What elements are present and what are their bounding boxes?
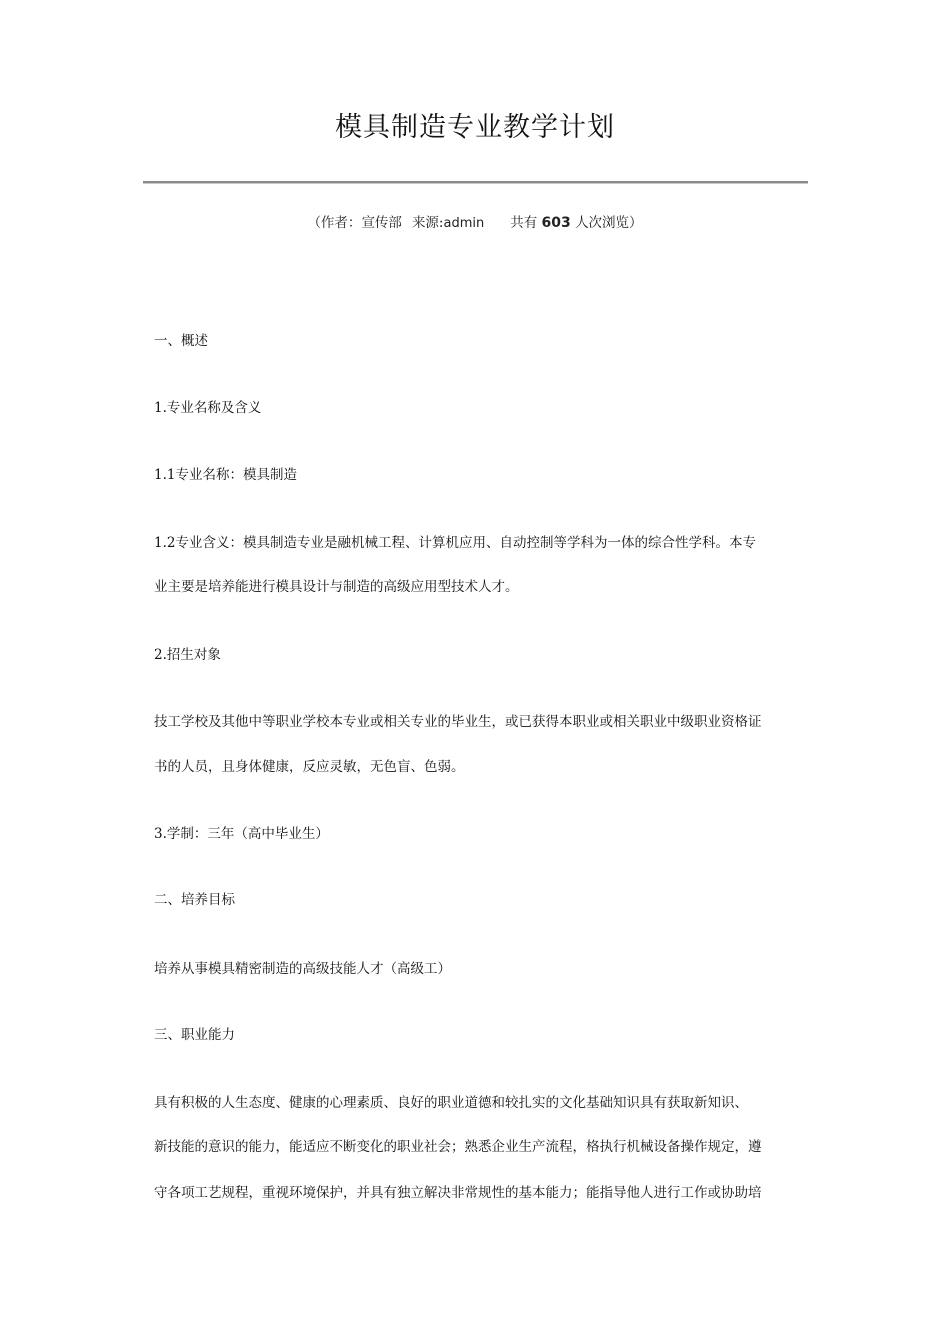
paragraph-line: 技工学校及其他中等职业学校本专业或相关专业的毕业生，或已获得本职业或相关职业中级职业资格证: [154, 714, 762, 730]
paragraph-line: 3.学制：三年（高中毕业生）: [154, 826, 329, 842]
paragraph-line: 书的人员，且身体健康，反应灵敏，无色盲、色弱。: [154, 759, 465, 775]
paragraph-line: 具有积极的人生态度、健康的心理素质、良好的职业道德和较扎实的文化基础知识具有获取新知识、: [154, 1095, 748, 1111]
article-title: 模具制造专业教学计划: [335, 112, 615, 143]
article-meta: [0, 212, 950, 235]
section-heading-abilities: 三、职业能力: [154, 1027, 235, 1043]
meta-view-count: 603: [541, 215, 571, 231]
paragraph-line: 业主要是培养能进行模具设计与制造的高级应用型技术人才。: [154, 579, 519, 595]
title-divider: [143, 181, 808, 184]
meta-author: 宣传部: [361, 215, 402, 231]
paragraph-line: 守各项工艺规程，重视环境保护，并具有独立解决非常规性的基本能力；能指导他人进行工作或协助培: [154, 1185, 762, 1201]
meta-source-label: 来源:: [411, 215, 444, 231]
subheading-major-name: 1.专业名称及含义: [154, 400, 262, 416]
meta-views-suffix: 人次浏览）: [575, 215, 643, 231]
subheading-enrollment: 2.招生对象: [154, 647, 221, 663]
section-heading-goals: 二、培养目标: [154, 892, 235, 908]
section-heading-overview: 一、概述: [154, 333, 208, 349]
paragraph-line: 培养从事模具精密制造的高级技能人才（高级工）: [154, 961, 451, 977]
paragraph-line: 1.1专业名称：模具制造: [154, 467, 297, 483]
paragraph-line: 新技能的意识的能力，能适应不断变化的职业社会；熟悉企业生产流程，格执行机械设备操作规定，遵: [154, 1139, 762, 1155]
paragraph-line: 1.2专业含义：模具制造专业是融机械工程、计算机应用、自动控制等学科为一体的综合性学科。本专: [154, 535, 756, 551]
meta-source: admin: [443, 216, 485, 231]
meta-views-prefix: 共有: [510, 215, 538, 231]
meta-open: （作者：: [307, 215, 362, 231]
